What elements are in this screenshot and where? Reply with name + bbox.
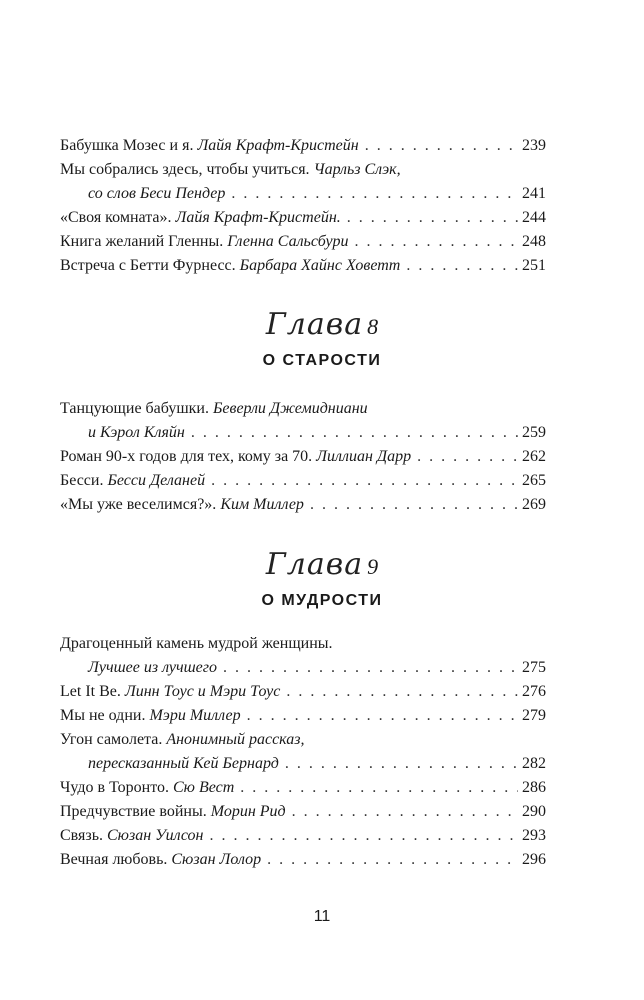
dot-leader bbox=[310, 493, 518, 517]
entry-author: Сюзан Лолор bbox=[171, 851, 262, 868]
entry-page-number: 244 bbox=[522, 209, 546, 226]
dot-leader bbox=[292, 800, 518, 824]
entry-page-number: 251 bbox=[522, 257, 546, 274]
entry-title: Вечная любовь. bbox=[60, 851, 168, 868]
dot-leader bbox=[267, 848, 518, 872]
entry-author: Бесси Деланей bbox=[107, 472, 206, 489]
entry-title: «Мы уже веселимся?». bbox=[60, 496, 217, 513]
entry-page-number: 259 bbox=[522, 424, 546, 441]
dot-leader bbox=[406, 254, 518, 278]
dot-leader bbox=[365, 134, 518, 158]
toc-entry bbox=[60, 632, 546, 680]
entry-author: Линн Тоус и Мэри Тоус bbox=[124, 683, 281, 700]
chapter-number: 8 bbox=[367, 314, 379, 339]
entry-author: и Кэрол Кляйн bbox=[88, 424, 185, 441]
toc-line bbox=[60, 254, 546, 278]
entry-page-number: 286 bbox=[522, 779, 546, 796]
dot-leader bbox=[347, 206, 518, 230]
entry-title: «Своя комната». bbox=[60, 209, 172, 226]
toc-line bbox=[60, 632, 546, 656]
chapter-subtitle: О МУДРОСТИ bbox=[261, 592, 383, 609]
entry-author: Мэри Миллер bbox=[149, 707, 241, 724]
toc-line bbox=[60, 800, 546, 824]
toc-entry bbox=[60, 776, 546, 800]
toc-entry bbox=[60, 397, 546, 445]
toc-entry bbox=[60, 493, 546, 517]
entry-author: со слов Беси Пендер bbox=[88, 185, 226, 202]
dot-leader bbox=[354, 230, 518, 254]
entry-title: Роман 90-х годов для тех, кому за 70. bbox=[60, 448, 313, 465]
entry-title: Угон самолета. bbox=[60, 731, 163, 748]
toc-section-2 bbox=[60, 397, 546, 517]
toc-line bbox=[60, 752, 546, 776]
toc-line bbox=[60, 206, 546, 230]
chapter-8-heading bbox=[0, 307, 644, 370]
toc-line bbox=[60, 776, 546, 800]
entry-author: Лучшее из лучшего bbox=[88, 659, 218, 676]
toc-line bbox=[60, 704, 546, 728]
toc-line bbox=[60, 134, 546, 158]
toc-line bbox=[60, 158, 546, 182]
entry-author: Чарльз Слэк, bbox=[313, 161, 401, 178]
chapter-word: Глава bbox=[265, 307, 364, 342]
entry-page-number: 275 bbox=[522, 659, 546, 676]
entry-author: Лайя Крафт-Кристейн. bbox=[175, 209, 341, 226]
dot-leader bbox=[285, 752, 518, 776]
entry-author: Ким Миллер bbox=[220, 496, 304, 513]
dot-leader bbox=[247, 704, 518, 728]
entry-page-number: 296 bbox=[522, 851, 546, 868]
entry-title: Книга желаний Гленны. bbox=[60, 233, 224, 250]
toc-entry bbox=[60, 445, 546, 469]
dot-leader bbox=[223, 656, 518, 680]
toc-line bbox=[60, 824, 546, 848]
entry-page-number: 290 bbox=[522, 803, 546, 820]
dot-leader bbox=[240, 776, 518, 800]
toc-entry bbox=[60, 158, 546, 206]
toc-section-1 bbox=[60, 134, 546, 278]
chapter-9-heading bbox=[0, 547, 644, 610]
toc-line bbox=[60, 469, 546, 493]
toc-line bbox=[60, 680, 546, 704]
entry-title: Мы собрались здесь, чтобы учиться. bbox=[60, 161, 310, 178]
entry-page-number: 293 bbox=[522, 827, 546, 844]
entry-page-number: 262 bbox=[522, 448, 546, 465]
toc-entry bbox=[60, 134, 546, 158]
toc-line bbox=[60, 182, 546, 206]
toc-line bbox=[60, 493, 546, 517]
entry-author: Барбара Хайнс Ховетт bbox=[239, 257, 401, 274]
chapter-subtitle: О СТАРОСТИ bbox=[262, 352, 382, 369]
toc-line bbox=[60, 848, 546, 872]
entry-title: Чудо в Торонто. bbox=[60, 779, 169, 796]
toc-entry bbox=[60, 469, 546, 493]
entry-title: Встреча с Бетти Фурнесс. bbox=[60, 257, 236, 274]
toc-line bbox=[60, 397, 546, 421]
toc-entry bbox=[60, 824, 546, 848]
dot-leader bbox=[231, 182, 518, 206]
entry-title: Бабушка Мозес и я. bbox=[60, 137, 194, 154]
entry-title: Драгоценный камень мудрой женщины. bbox=[60, 635, 333, 652]
entry-page-number: 279 bbox=[522, 707, 546, 724]
entry-title: Предчувствие войны. bbox=[60, 803, 207, 820]
dot-leader bbox=[417, 445, 518, 469]
toc-entry bbox=[60, 254, 546, 278]
toc-line bbox=[60, 445, 546, 469]
entry-page-number: 241 bbox=[522, 185, 546, 202]
dot-leader bbox=[191, 421, 518, 445]
entry-page-number: 239 bbox=[522, 137, 546, 154]
entry-page-number: 248 bbox=[522, 233, 546, 250]
toc-line bbox=[60, 230, 546, 254]
toc-line bbox=[60, 421, 546, 445]
entry-author: Анонимный рассказ, bbox=[166, 731, 305, 748]
entry-author: Сюзан Уилсон bbox=[107, 827, 204, 844]
dot-leader bbox=[211, 469, 518, 493]
entry-author: Морин Рид bbox=[210, 803, 286, 820]
entry-title: Let It Be. bbox=[60, 683, 121, 700]
chapter-number: 9 bbox=[367, 554, 379, 579]
toc-entry bbox=[60, 206, 546, 230]
toc-line bbox=[60, 656, 546, 680]
entry-author: Сю Вест bbox=[173, 779, 235, 796]
entry-page-number: 282 bbox=[522, 755, 546, 772]
entry-title: Танцующие бабушки. bbox=[60, 400, 209, 417]
entry-title: Связь. bbox=[60, 827, 103, 844]
toc-entry bbox=[60, 230, 546, 254]
toc-entry bbox=[60, 800, 546, 824]
toc-section-3 bbox=[60, 632, 546, 872]
toc-entry bbox=[60, 728, 546, 776]
toc-entry bbox=[60, 680, 546, 704]
entry-page-number: 269 bbox=[522, 496, 546, 513]
dot-leader bbox=[286, 680, 518, 704]
toc-entry bbox=[60, 848, 546, 872]
entry-title: Мы не одни. bbox=[60, 707, 146, 724]
entry-author: Лиллиан Дарр bbox=[316, 448, 412, 465]
entry-author: Беверли Джемидниани bbox=[212, 400, 368, 417]
entry-page-number: 265 bbox=[522, 472, 546, 489]
entry-page-number: 276 bbox=[522, 683, 546, 700]
entry-author: Лайя Крафт-Кристейн bbox=[197, 137, 359, 154]
entry-title: Бесси. bbox=[60, 472, 104, 489]
entry-author: Гленна Сальсбури bbox=[227, 233, 349, 250]
chapter-word: Глава bbox=[265, 547, 364, 582]
entry-author: пересказанный Кей Бернард bbox=[88, 755, 279, 772]
dot-leader bbox=[209, 824, 518, 848]
toc-entry bbox=[60, 704, 546, 728]
toc-line bbox=[60, 728, 546, 752]
page-number: 11 bbox=[313, 908, 331, 925]
